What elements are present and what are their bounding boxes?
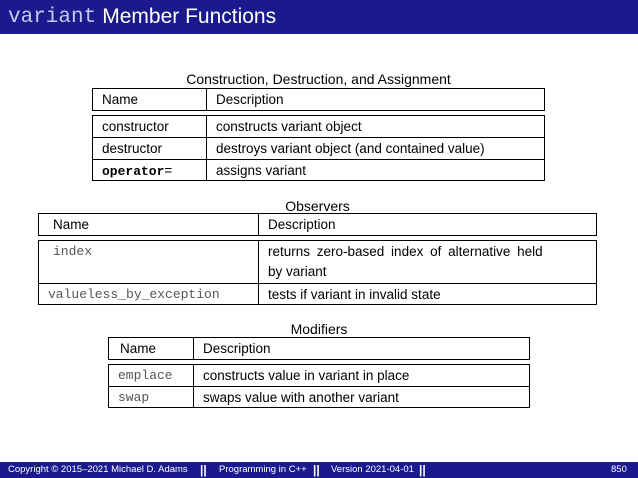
modifiers-table xyxy=(108,337,530,409)
observers-caption: Observers xyxy=(285,198,350,214)
construction-caption: Construction, Destruction, and Assignment xyxy=(186,71,451,87)
table-row-name: operator= xyxy=(102,163,173,179)
table-row-description: assigns variant xyxy=(216,163,307,178)
table-row-name: index xyxy=(53,244,93,259)
construction-body xyxy=(92,115,545,181)
footer-page-number: 850 xyxy=(611,464,627,475)
header-description: Description xyxy=(203,341,271,356)
table-row-description-cont: by variant xyxy=(268,264,327,279)
modifiers-caption: Modifiers xyxy=(290,321,348,337)
table-row-name: destructor xyxy=(102,141,163,156)
header-name: Name xyxy=(120,341,157,356)
table-row-description: swaps value with another variant xyxy=(203,390,399,405)
table-header-row xyxy=(38,213,597,236)
footer-separator: || xyxy=(419,463,426,477)
footer-course: Programming in C++ xyxy=(219,464,307,475)
table-row-name: constructor xyxy=(102,119,169,134)
table-row-name: valueless_by_exception xyxy=(48,287,220,302)
header-name: Name xyxy=(102,92,139,107)
slide-footer xyxy=(0,462,638,478)
footer-separator: || xyxy=(313,463,320,477)
footer-version: Version 2021-04-01 xyxy=(331,464,414,475)
table-row-name: emplace xyxy=(118,368,173,383)
modifiers-body xyxy=(108,364,530,408)
observers-body xyxy=(38,240,597,305)
table-row-name: swap xyxy=(118,390,150,405)
header-description: Description xyxy=(216,92,284,107)
slide-title-code: variant xyxy=(8,5,97,29)
header-name: Name xyxy=(53,217,90,232)
table-row-description: returns zero-based index of alternative held xyxy=(268,244,543,259)
table-header-row xyxy=(108,337,530,360)
table-header-row xyxy=(92,88,545,111)
header-description: Description xyxy=(268,217,336,232)
table-row-description: constructs variant object xyxy=(216,119,362,134)
table-row-description: destroys variant object (and contained value) xyxy=(216,141,485,156)
construction-table xyxy=(92,88,545,180)
slide-title-bar xyxy=(0,0,638,34)
table-row-description: tests if variant in invalid state xyxy=(268,287,441,302)
table-row-description: constructs value in variant in place xyxy=(203,368,410,383)
footer-copyright: Copyright © 2015–2021 Michael D. Adams xyxy=(8,464,188,475)
footer-separator: || xyxy=(200,463,207,477)
slide-title-text: Member Functions xyxy=(102,5,277,28)
observers-table xyxy=(38,213,597,305)
